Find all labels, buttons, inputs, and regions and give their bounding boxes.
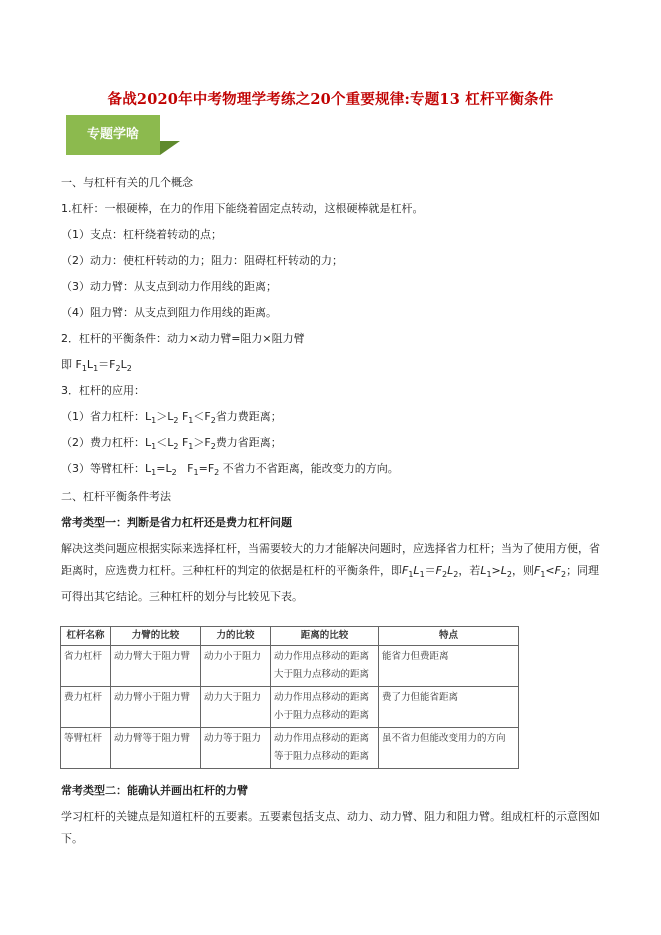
table-cell: 动力臂大于阻力臂 — [111, 646, 201, 687]
concept-item: （2）动力：使杠杆转动的力；阻力：阻碍杠杆转动的力； — [61, 254, 343, 267]
concept-item: （4）阻力臂：从支点到阻力作用线的距离。 — [61, 306, 277, 319]
type2-heading: 常考类型二：能确认并画出杠杆的力臂 — [61, 784, 248, 797]
balance-formula: 即 $F_1L_1=F_2L_2$ — [61, 358, 132, 374]
table-cell: 动力大于阻力 — [201, 687, 271, 728]
banner-label: 专题学啥 — [86, 127, 139, 142]
application-item: （1）省力杠杆：$L_1>L_2$ $F_1<F_2$省力费距离； — [61, 410, 282, 426]
table-cell: 动力臂等于阻力臂 — [111, 728, 201, 769]
table-cell: 省力杠杆 — [61, 646, 111, 687]
table-cell: 动力作用点移动的距离等于阻力点移动的距离 — [271, 728, 379, 769]
concept-item: （1）支点：杠杆绕着转动的点； — [61, 228, 222, 241]
section-banner — [66, 115, 160, 155]
type1-paragraph: 解决这类问题应根据实际来选择杠杆，当需要较大的力才能解决问题时，应选择省力杠杆；当为了使用方便，省距离时，应选费力杠杆。三种杠杆的判定的依据是杠杆的平衡条件，即$F_1L_1=F_2L_2$，若$L_1>L_2$，则$F_1<F_2$；同理可得出其它结论。三种杠杆的划分与比较见下表。 — [61, 542, 600, 604]
table-header: 特点 — [379, 627, 519, 646]
section-heading-concepts: 一、与杠杆有关的几个概念 — [61, 176, 193, 189]
table-header: 距离的比较 — [271, 627, 379, 646]
document-title: 备战2020年中考物理学考练之20个重要规律:专题13 杠杆平衡条件 — [107, 91, 554, 108]
table-cell: 动力作用点移动的距离小于阻力点移动的距离 — [271, 687, 379, 728]
table-row — [61, 687, 519, 728]
table-cell: 动力小于阻力 — [201, 646, 271, 687]
concept-item: （3）动力臂：从支点到动力作用线的距离； — [61, 280, 277, 293]
applications-heading: 3．杠杆的应用： — [61, 384, 145, 397]
table-cell: 能省力但费距离 — [379, 646, 519, 687]
table-cell: 等臂杠杆 — [61, 728, 111, 769]
section-heading-methods: 二、杠杆平衡条件考法 — [61, 490, 171, 503]
lever-definition: 1.杠杆：一根硬棒，在力的作用下能绕着固定点转动，这根硬棒就是杠杆。 — [61, 202, 424, 215]
table-row — [61, 646, 519, 687]
banner-fold-decoration — [160, 141, 180, 155]
table-cell: 动力臂小于阻力臂 — [111, 687, 201, 728]
type2-paragraph: 学习杠杆的关键点是知道杠杆的五要素。五要素包括支点、动力、动力臂、阻力和阻力臂。组成杠杆的示意图如下。 — [61, 810, 600, 845]
table-header: 力的比较 — [201, 627, 271, 646]
table-cell: 动力作用点移动的距离大于阻力点移动的距离 — [271, 646, 379, 687]
table-cell: 费了力但能省距离 — [379, 687, 519, 728]
balance-condition: 2．杠杆的平衡条件：动力×动力臂=阻力×阻力臂 — [61, 332, 305, 345]
lever-comparison-table — [60, 626, 519, 769]
table-cell: 费力杠杆 — [61, 687, 111, 728]
application-item: （3）等臂杠杆：$L_1=L_2$ $F_1=F_2$ 不省力不省距离，能改变力的方向。 — [61, 462, 399, 478]
table-header-row — [61, 627, 519, 646]
table-row — [61, 728, 519, 769]
table-cell: 动力等于阻力 — [201, 728, 271, 769]
application-item: （2）费力杠杆：$L_1<L_2$ $F_1>F_2$费力省距离； — [61, 436, 282, 452]
type1-heading: 常考类型一：判断是省力杠杆还是费力杠杆问题 — [61, 516, 292, 529]
table-header: 杠杆名称 — [61, 627, 111, 646]
table-cell: 虽不省力但能改变用力的方向 — [379, 728, 519, 769]
table-header: 力臂的比较 — [111, 627, 201, 646]
